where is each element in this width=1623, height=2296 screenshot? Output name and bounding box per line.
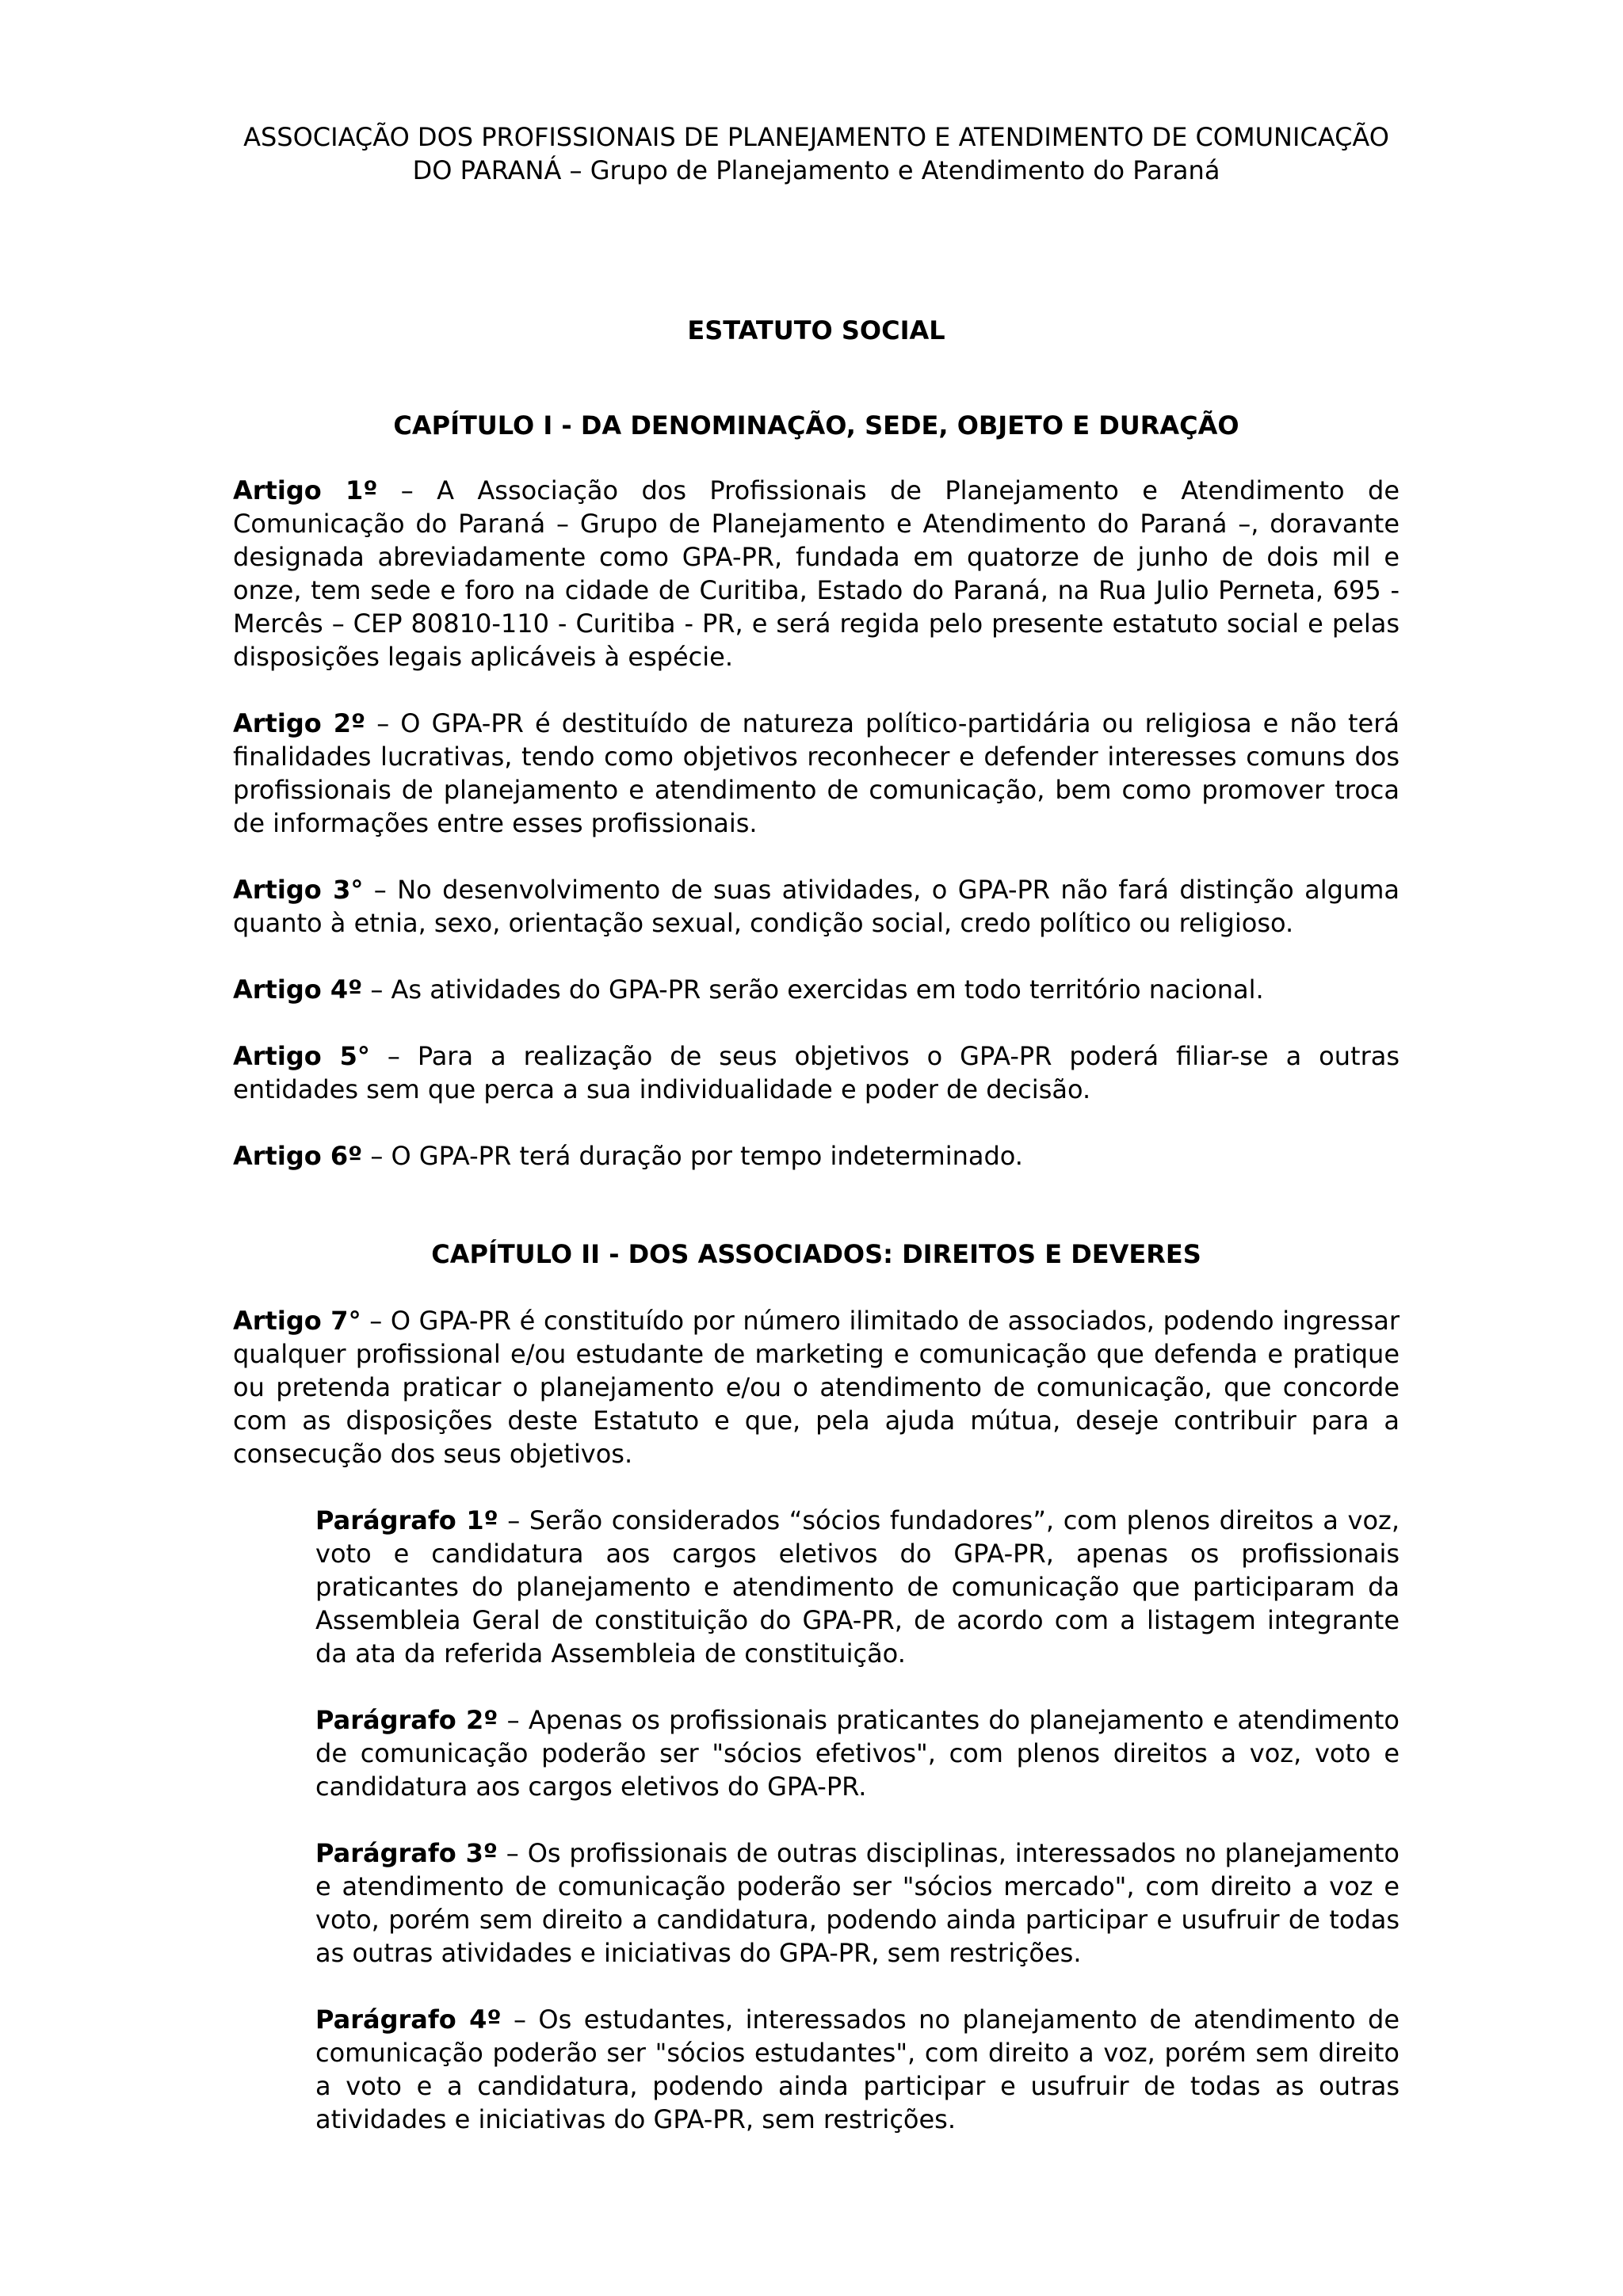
article-1 bbox=[233, 474, 1400, 673]
article-1-text: – A Associação dos Profissionais de Planejamento e Atendimento de Comunicação do Paraná – Grupo de Planejamento e Atendimento do Paraná –, doravante designada abreviadamente como GPA-PR, fundada em quatorze de junho de dois mil e onze, tem sede e foro na cidade de Curitiba, Estado do Paraná, na Rua Julio Perneta, 695 - Mercês – CEP 80810-110 - Curitiba - PR, e será regida pelo presente estatuto social e pelas disposições legais aplicáveis à espécie. bbox=[233, 475, 1400, 672]
article-3 bbox=[233, 873, 1400, 940]
article-2 bbox=[233, 707, 1400, 840]
document-title: ESTATUTO SOCIAL bbox=[687, 315, 945, 345]
article-2-text: – O GPA-PR é destituído de natureza político-partidária ou religiosa e não terá finalidades lucrativas, tendo como objetivos reconhecer e defender interesses comuns dos profissionais de planejamento e atendimento de comunicação, bem como promover troca de informações entre esses profissionais. bbox=[233, 708, 1400, 838]
article-4-label: Artigo 4º bbox=[233, 974, 363, 1005]
article-3-label: Artigo 3° bbox=[233, 875, 364, 905]
article-4-text: – As atividades do GPA-PR serão exercidas em todo território nacional. bbox=[362, 974, 1264, 1005]
article-7-text: – O GPA-PR é constituído por número ilimitado de associados, podendo ingressar qualquer profissional e/ou estudante de marketing e comunicação que defenda e pratique ou pretenda praticar o planejamento e/ou o atendimento de comunicação, que concorde com as disposições deste Estatuto e que, pela ajuda mútua, deseje contribuir para a consecução dos seus objetivos. bbox=[233, 1306, 1400, 1469]
article-1-label: Artigo 1º bbox=[233, 475, 378, 505]
article-5-label: Artigo 5° bbox=[233, 1041, 370, 1071]
article-6-text: – O GPA-PR terá duração por tempo indeterminado. bbox=[362, 1141, 1023, 1171]
paragraph-2-label: Parágrafo 2º bbox=[315, 1705, 498, 1735]
paragraph-3 bbox=[315, 1836, 1400, 1970]
paragraph-1 bbox=[315, 1504, 1400, 1670]
article-4 bbox=[233, 973, 1400, 1006]
article-6-label: Artigo 6º bbox=[233, 1141, 363, 1171]
document-header bbox=[233, 120, 1400, 187]
paragraph-4-label: Parágrafo 4º bbox=[315, 2004, 502, 2035]
article-3-text: – No desenvolvimento de suas atividades, o GPA-PR não fará distinção alguma quanto à etnia, sexo, orientação sexual, condição social, credo político ou religioso. bbox=[233, 875, 1400, 938]
article-5 bbox=[233, 1039, 1400, 1106]
paragraph-3-label: Parágrafo 3º bbox=[315, 1838, 498, 1868]
paragraph-4-text: – Os estudantes, interessados no planejamento de atendimento de comunicação poderão ser "sócios estudantes", com direito a voz, porém sem direito a voto e a candidatura, podendo ainda participar e usufruir de todas as outras atividades e iniciativas do GPA-PR, sem restrições. bbox=[315, 2004, 1400, 2134]
header-line-1: ASSOCIAÇÃO DOS PROFISSIONAIS DE PLANEJAMENTO E ATENDIMENTO DE COMUNICAÇÃO bbox=[243, 122, 1389, 152]
paragraph-1-text: – Serão considerados “sócios fundadores”, com plenos direitos a voz, voto e candidatura aos cargos eletivos do GPA-PR, apenas os profissionais praticantes do planejamento e atendimento de comunicação que participaram da Assembleia Geral de constituição do GPA-PR, de acordo com a listagem integrante da ata da referida Assembleia de constituição. bbox=[315, 1505, 1400, 1669]
paragraph-2 bbox=[315, 1703, 1400, 1803]
paragraph-1-label: Parágrafo 1º bbox=[315, 1505, 498, 1535]
paragraph-4 bbox=[315, 2003, 1400, 2136]
header-line-2: DO PARANÁ – Grupo de Planejamento e Atendimento do Paraná bbox=[412, 155, 1220, 185]
chapter-1-title: CAPÍTULO I - DA DENOMINAÇÃO, SEDE, OBJETO E DURAÇÃO bbox=[393, 410, 1239, 441]
paragraph-3-text: – Os profissionais de outras disciplinas, interessados no planejamento e atendimento de comunicação poderão ser "sócios mercado", com direito a voz e voto, porém sem direito a candidatura, podendo ainda participar e usufruir de todas as outras atividades e iniciativas do GPA-PR, sem restrições. bbox=[315, 1838, 1400, 1968]
article-5-text: – Para a realização de seus objetivos o GPA-PR poderá filiar-se a outras entidades sem que perca a sua individualidade e poder de decisão. bbox=[233, 1041, 1400, 1104]
article-7 bbox=[233, 1304, 1400, 1470]
paragraph-2-text: – Apenas os profissionais praticantes do planejamento e atendimento de comunicação poderão ser "sócios efetivos", com plenos direitos a voz, voto e candidatura aos cargos eletivos do GPA-PR. bbox=[315, 1705, 1400, 1802]
article-2-label: Artigo 2º bbox=[233, 708, 366, 738]
article-7-label: Artigo 7° bbox=[233, 1306, 361, 1336]
article-6 bbox=[233, 1139, 1400, 1173]
chapter-2-title: CAPÍTULO II - DOS ASSOCIADOS: DIREITOS E DEVERES bbox=[431, 1239, 1201, 1269]
